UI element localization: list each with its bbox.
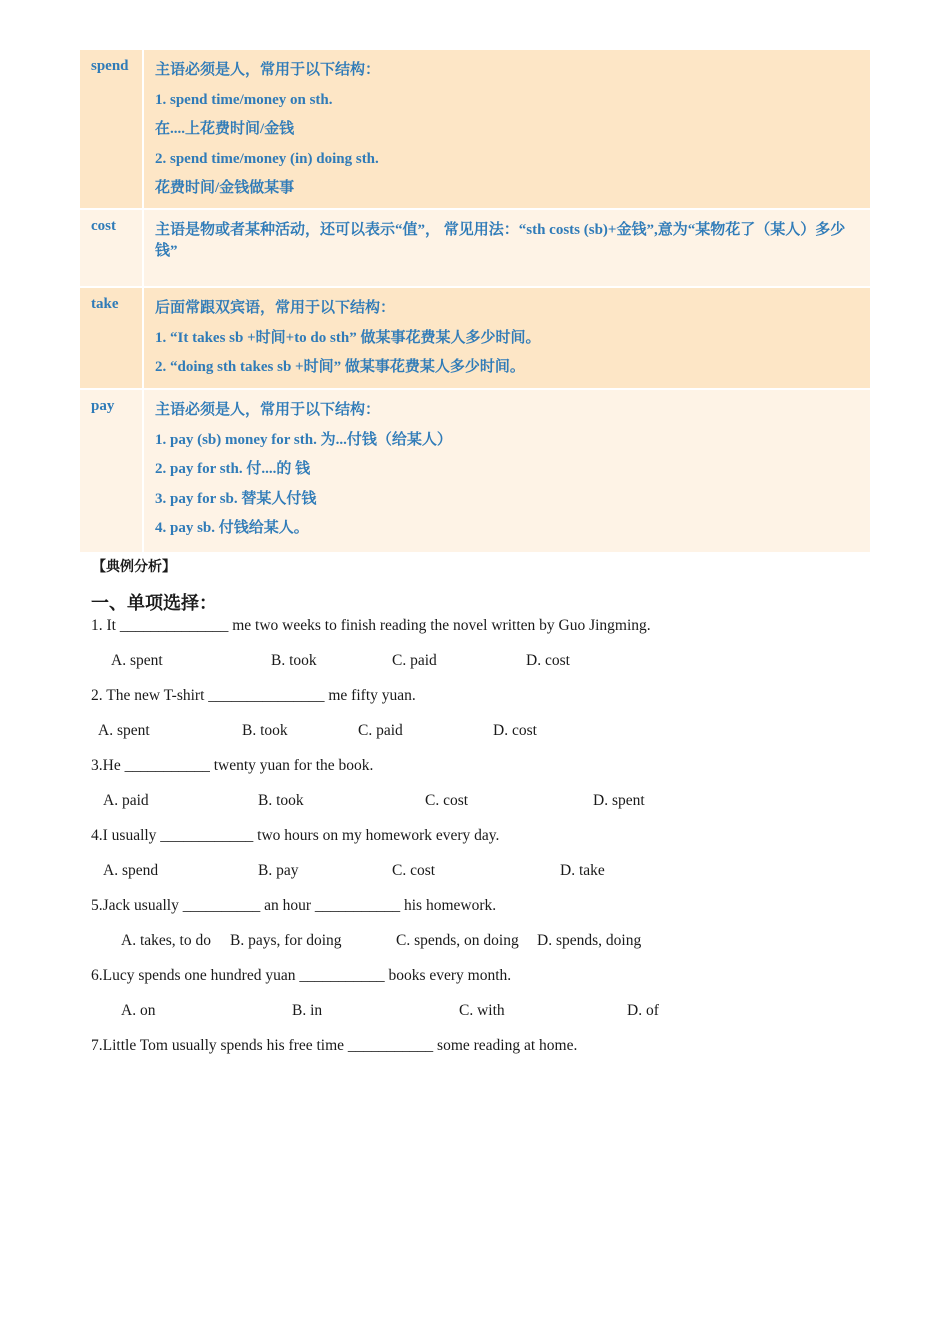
usage-table bbox=[80, 50, 870, 552]
option-a: A. takes, to do bbox=[121, 932, 211, 949]
usage-line: 主语必须是人，常用于以下结构： bbox=[155, 62, 381, 78]
usage-line: 后面常跟双宾语，常用于以下结构： bbox=[155, 300, 396, 316]
option-c: C. cost bbox=[392, 862, 436, 879]
option-d: D. of bbox=[627, 1002, 659, 1019]
table-row-spend bbox=[80, 50, 870, 210]
usage-content bbox=[144, 50, 870, 208]
option-d: D. spends, doing bbox=[537, 932, 642, 949]
usage-line: 在....上花费时间/金钱 bbox=[155, 121, 295, 137]
usage-line: 2. “doing sth takes sb +时间” 做某事花费某人多少时间。 bbox=[155, 359, 525, 375]
question-4: 4.I usually ____________ two hours on my homework every day. bbox=[91, 827, 500, 844]
usage-content bbox=[144, 390, 870, 552]
option-c: C. paid bbox=[392, 652, 437, 669]
option-a: A. spend bbox=[103, 862, 159, 879]
usage-line: 1. “It takes sb +时间+to do sth” 做某事花费某人多少时间。 bbox=[155, 329, 541, 346]
question-1: 1. It ______________ me two weeks to finish reading the novel written by Guo Jingming. bbox=[91, 617, 651, 634]
option-d: D. take bbox=[560, 862, 605, 879]
option-b: B. in bbox=[292, 1002, 323, 1019]
option-d: D. cost bbox=[526, 652, 570, 669]
option-c: C. cost bbox=[425, 792, 469, 809]
usage-line: 2. pay for sth. 付....的 钱 bbox=[155, 461, 311, 477]
option-a: A. on bbox=[121, 1002, 156, 1019]
usage-line: 1. spend time/money on sth. bbox=[155, 91, 333, 108]
example-analysis-heading: 【典例分析】 bbox=[92, 559, 176, 575]
usage-text: 主语是物或者某种活动，还可以表示“值”， 常见用法：“sth costs (sb)+金钱”,意为“某物花了（某人）多少钱” bbox=[155, 222, 846, 259]
keyword: take bbox=[80, 288, 144, 388]
question-2: 2. The new T-shirt _______________ me fifty yuan. bbox=[91, 687, 416, 704]
option-c: C. paid bbox=[358, 722, 403, 739]
option-a: A. spent bbox=[98, 722, 150, 739]
option-c: C. spends, on doing bbox=[396, 932, 519, 949]
question-5: 5.Jack usually __________ an hour ___________ his homework. bbox=[91, 897, 497, 914]
usage-line: 4. pay sb. 付钱给某人。 bbox=[155, 520, 309, 536]
option-a: A. spent bbox=[111, 652, 163, 669]
table-row-take bbox=[80, 288, 870, 390]
usage-line: 1. pay (sb) money for sth. 为...付钱（给某人） bbox=[155, 431, 452, 448]
usage-line: 花费时间/金钱做某事 bbox=[155, 180, 295, 196]
option-d: D. cost bbox=[493, 722, 537, 739]
keyword: pay bbox=[80, 390, 144, 552]
option-b: B. took bbox=[271, 652, 317, 669]
option-d: D. spent bbox=[593, 792, 645, 809]
keyword: cost bbox=[80, 210, 144, 286]
table-row-pay bbox=[80, 390, 870, 552]
option-a: A. paid bbox=[103, 792, 149, 809]
option-b: B. pays, for doing bbox=[230, 932, 342, 949]
usage-content bbox=[144, 288, 870, 388]
usage-content bbox=[144, 210, 870, 286]
question-7: 7.Little Tom usually spends his free time ___________ some reading at home. bbox=[91, 1037, 578, 1054]
option-c: C. with bbox=[459, 1002, 505, 1019]
option-b: B. pay bbox=[258, 862, 299, 879]
option-b: B. took bbox=[242, 722, 288, 739]
keyword: spend bbox=[80, 50, 144, 208]
table-row-cost bbox=[80, 210, 870, 288]
option-b: B. took bbox=[258, 792, 304, 809]
usage-line: 2. spend time/money (in) doing sth. bbox=[155, 150, 379, 167]
usage-line: 3. pay for sb. 替某人付钱 bbox=[155, 490, 317, 507]
section-title: 一、单项选择： bbox=[91, 593, 217, 614]
usage-line: 主语必须是人，常用于以下结构： bbox=[155, 402, 381, 418]
question-3: 3.He ___________ twenty yuan for the book. bbox=[91, 757, 374, 774]
question-6: 6.Lucy spends one hundred yuan ___________ books every month. bbox=[91, 967, 512, 984]
